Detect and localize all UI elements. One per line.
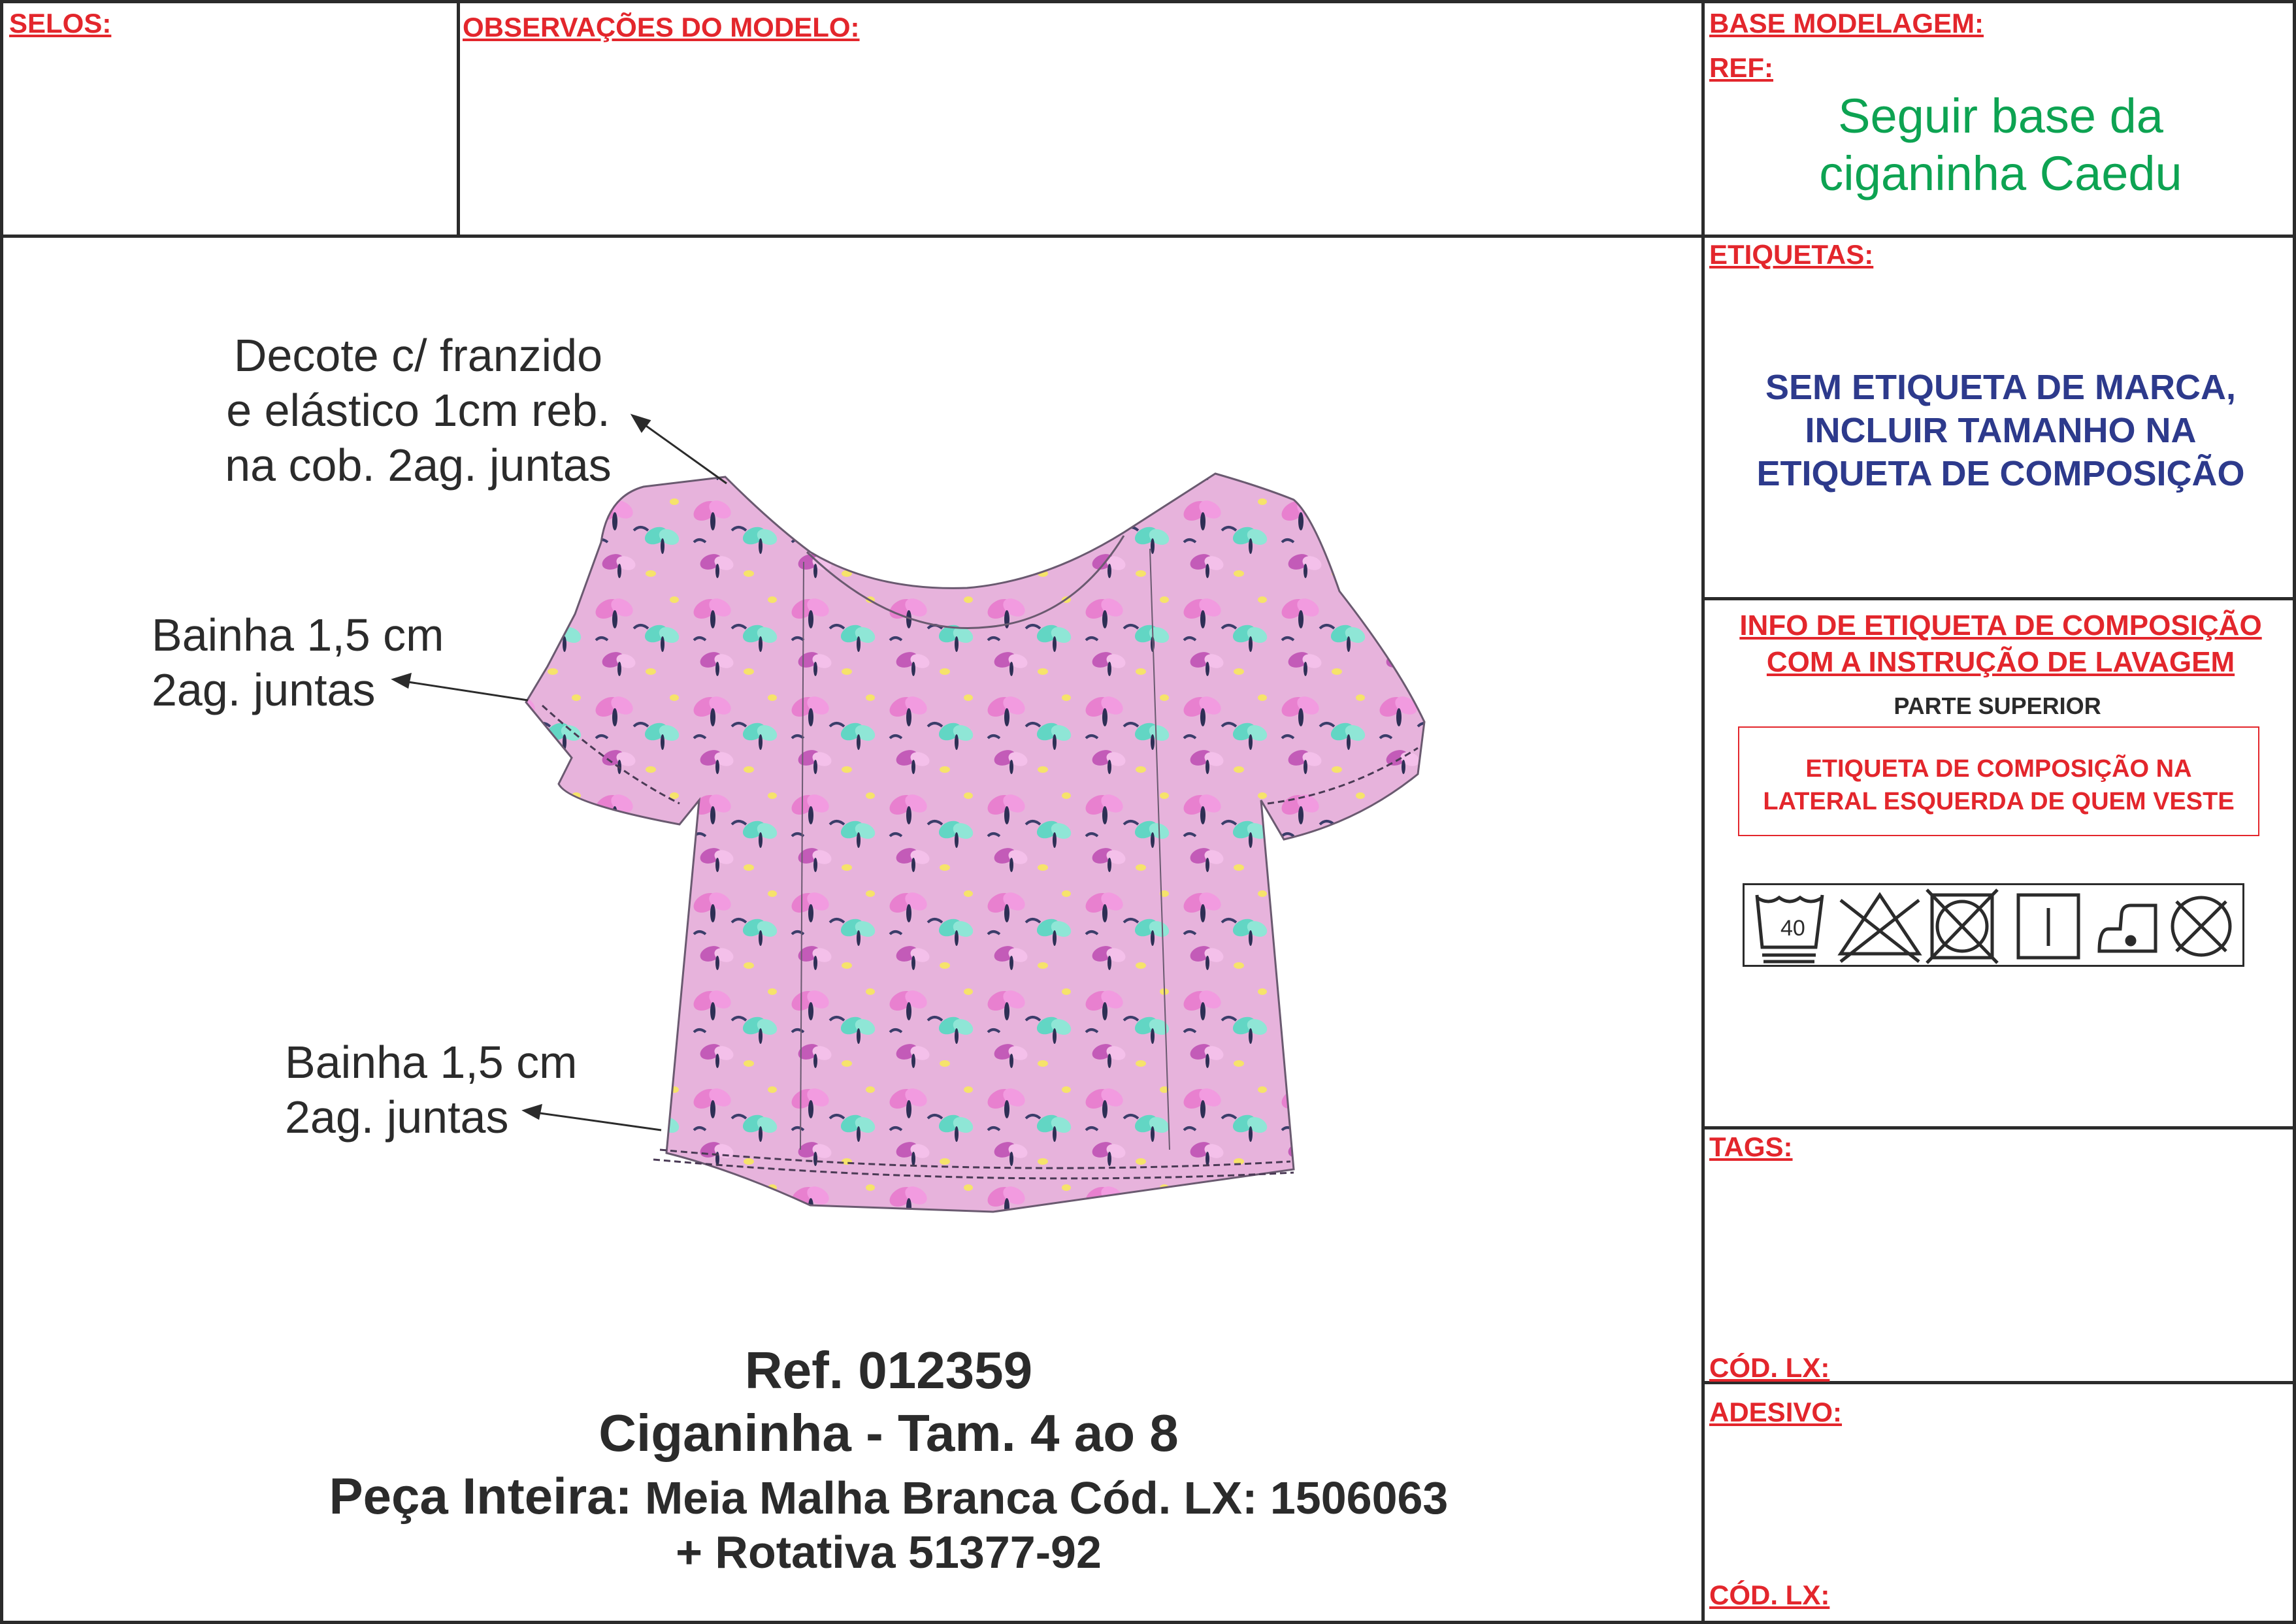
body-hem-line1: Bainha 1,5 cm [285, 1037, 578, 1088]
neckline-line1: Decote c/ franzido [233, 330, 603, 381]
product-print: + Rotativa 51377-92 [676, 1527, 1102, 1578]
fabric-text: Meia Malha Branca Cód. LX: 1506063 [632, 1472, 1449, 1523]
part-label: PARTE SUPERIOR [1894, 692, 2101, 719]
neckline-line3: na cob. 2ag. juntas [225, 440, 612, 491]
placement-line1: ETIQUETA DE COMPOSIÇÃO NA [1805, 755, 2192, 783]
blouse-shape [526, 474, 1424, 1212]
adesivo-label: ADESIVO: [1709, 1397, 1843, 1427]
neckline-line2: e elástico 1cm reb. [226, 385, 610, 436]
base-note-line1: Seguir base da [1838, 89, 2163, 143]
tags-cod-label: CÓD. LX: [1709, 1352, 1830, 1383]
product-name: Ciganinha - Tam. 4 ao 8 [599, 1404, 1179, 1462]
placement-line2: LATERAL ESQUERDA DE QUEM VESTE [1763, 788, 2235, 815]
etiquetas-label: ETIQUETAS: [1709, 239, 1874, 270]
sleeve-hem-note [152, 608, 444, 717]
body-hem-note [285, 1035, 577, 1145]
etiquetas-line2: INCLUIR TAMANHO NA [1805, 411, 2197, 450]
body-hem-line2: 2ag. juntas [285, 1092, 509, 1143]
sleeve-hem-line1: Bainha 1,5 cm [152, 609, 444, 660]
base-note-line2: ciganinha Caedu [1819, 146, 2182, 201]
piece-label: Peça Inteira: [329, 1467, 632, 1525]
tags-label: TAGS: [1709, 1131, 1793, 1162]
adesivo-cod-label: CÓD. LX: [1709, 1580, 1830, 1610]
ref-label: REF: [1709, 52, 1773, 83]
composicao-heading-line2: COM A INSTRUÇÃO DE LAVAGEM [1766, 646, 2235, 678]
neckline-note [209, 328, 627, 493]
composicao-heading-line1: INFO DE ETIQUETA DE COMPOSIÇÃO [1739, 609, 2262, 641]
etiquetas-line1: SEM ETIQUETA DE MARCA, [1765, 368, 2236, 407]
selos-label: SELOS: [9, 8, 112, 39]
sleeve-hem-line2: 2ag. juntas [152, 664, 376, 715]
observacoes-label: OBSERVAÇÕES DO MODELO: [463, 12, 860, 42]
base-modelagem-label: BASE MODELAGEM: [1709, 8, 1984, 39]
wash-temp-label: 40 [1780, 916, 1805, 941]
product-ref: Ref. 012359 [744, 1341, 1033, 1399]
etiquetas-line3: ETIQUETA DE COMPOSIÇÃO [1756, 454, 2245, 493]
